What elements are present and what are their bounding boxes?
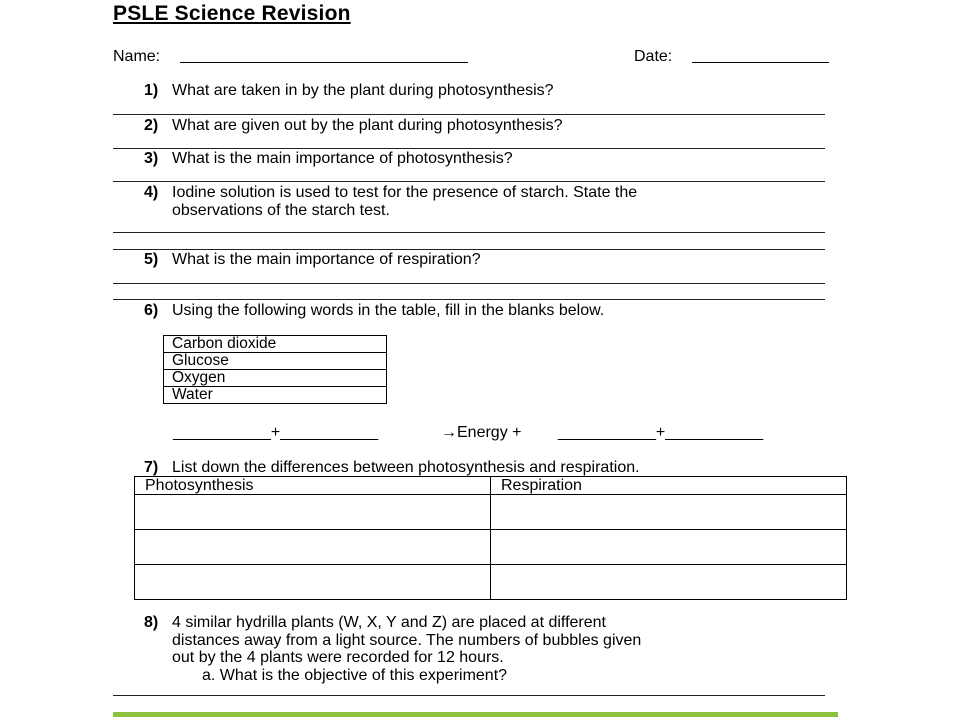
word-bank-cell: Carbon dioxide — [164, 336, 387, 353]
question-number: 1) — [144, 82, 159, 99]
differences-table — [134, 476, 847, 600]
word-bank-cell: Glucose — [164, 353, 387, 370]
answer-line[interactable] — [113, 232, 825, 233]
question-5 — [144, 251, 481, 268]
question-number: 4) — [144, 184, 159, 201]
answer-line[interactable] — [113, 148, 825, 149]
answer-line[interactable] — [113, 181, 825, 182]
column-header-respiration: Respiration — [491, 477, 847, 495]
question-7 — [144, 459, 640, 476]
question-text-line: distances away from a light source. The numbers of bubbles given — [172, 631, 642, 649]
question-number: 6) — [144, 302, 159, 319]
answer-line[interactable] — [113, 114, 825, 115]
table-cell[interactable] — [135, 495, 491, 530]
column-header-photosynthesis: Photosynthesis — [135, 477, 491, 495]
equation-energy: →Energy + — [441, 424, 522, 441]
question-1 — [144, 82, 554, 99]
word-bank-table — [163, 335, 387, 404]
answer-line[interactable] — [113, 249, 825, 250]
question-2 — [144, 117, 562, 134]
question-text: List down the differences between photosynthesis and respiration. — [172, 459, 640, 476]
equation-blank-right[interactable]: ___________+___________ — [558, 424, 764, 441]
table-cell[interactable] — [491, 495, 847, 530]
question-3 — [144, 150, 513, 167]
page-title: PSLE Science Revision — [113, 2, 351, 25]
question-text-line: out by the 4 plants were recorded for 12 hours. — [172, 649, 504, 666]
question-number: 7) — [144, 459, 159, 476]
question-number: 2) — [144, 117, 159, 134]
question-text-line: observations of the starch test. — [172, 202, 390, 219]
date-label: Date: — [634, 48, 673, 65]
question-number: 8) — [144, 614, 159, 631]
name-field[interactable] — [180, 62, 468, 63]
question-text: Using the following words in the table, fill in the blanks below. — [172, 302, 605, 319]
answer-line[interactable] — [113, 695, 825, 696]
sub-question-a: a. What is the objective of this experiment? — [202, 666, 508, 684]
table-cell[interactable] — [135, 530, 491, 565]
question-text: What is the main importance of photosynthesis? — [172, 150, 513, 167]
question-number: 5) — [144, 251, 159, 268]
answer-line[interactable] — [113, 283, 825, 284]
word-bank-cell: Water — [164, 387, 387, 404]
question-text: What are taken in by the plant during photosynthesis? — [172, 82, 554, 99]
table-cell[interactable] — [491, 565, 847, 600]
date-field[interactable] — [692, 62, 829, 63]
question-text: What are given out by the plant during photosynthesis? — [172, 117, 563, 134]
footer-bar — [113, 712, 838, 717]
name-label: Name: — [113, 48, 161, 65]
word-bank-cell: Oxygen — [164, 370, 387, 387]
question-number: 3) — [144, 150, 159, 167]
answer-line[interactable] — [113, 299, 825, 300]
table-cell[interactable] — [135, 565, 491, 600]
question-text-line: Iodine solution is used to test for the presence of starch. State the — [172, 184, 638, 201]
question-text-line: 4 similar hydrilla plants (W, X, Y and Z) are placed at different — [172, 614, 606, 631]
question-6 — [144, 302, 604, 319]
table-cell[interactable] — [491, 530, 847, 565]
question-text: What is the main importance of respiration? — [172, 251, 481, 268]
equation-blank-left[interactable]: ___________+___________ — [173, 424, 379, 441]
